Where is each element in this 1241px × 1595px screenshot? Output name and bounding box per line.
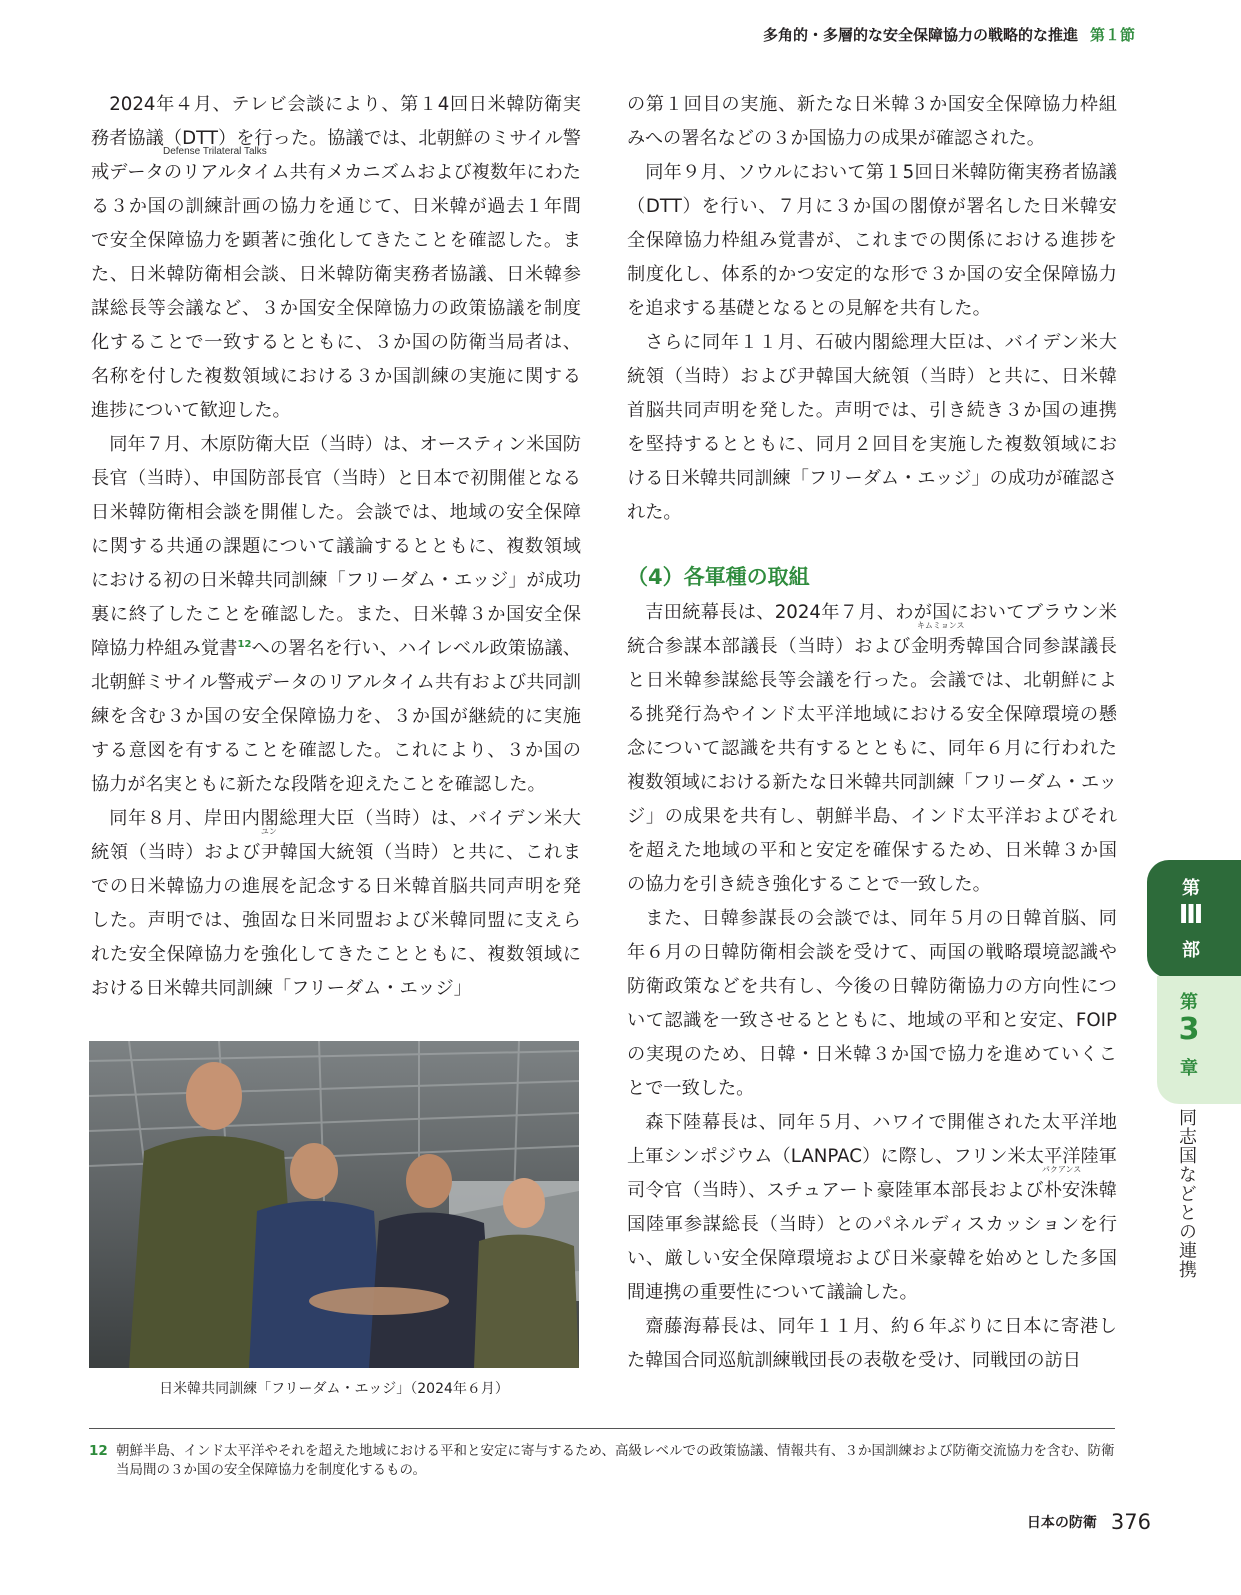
left-paragraph-1: 2024年４月、テレビ会談により、第１4回日米韓防衛実務者協議（DTT）を行った。協議では、北朝鮮のミサイル警戒データのリアルタイム共有メカニズムおよび複数年にわたる３か国の訓練計画の協力を通じて、日米韓が過去１年間で安全保障協力を顕著に強化してきたことを確認した。また、日米韓防衛相会談、日米韓防衛実務者協議、日米韓参謀総長等会議など、３か国安全保障協力の政策協議を制度化することで一致するとともに、３か国の防衛当局者は、名称を付した複数領域における３か国訓練の実施に関する進捗について歓迎した。 xyxy=(91,94,581,421)
footnote-text: 朝鮮半島、インド太平洋やそれを超えた地域における平和と安定に寄与するため、高級レベルでの政策協議、情報共有、３か国訓練および防衛交流協力を含む、防衛当局間の３か国の安全保障協力を制度化するもの。 xyxy=(116,1443,1115,1478)
right-paragraph-6-text-b: 韓国陸軍参謀総長（当時）とのパネルディスカッションを行い、厳しい安全保障環境および日米豪韓を始めとした多国間連携の重要性について議論した。 xyxy=(627,1180,1117,1303)
ruby-yoon-base: 尹 xyxy=(260,842,280,863)
right-paragraph-5: また、日韓参謀長の会談では、同年５月の日韓首脳、同年６月の日韓防衛相会談を受けて、両国の戦略環境認識や防衛政策などを共有し、今後の日韓防衛協力の方向性について認識を一致させるとともに、地域の平和と安定、FOIPの実現のため、日韓・日米韓３か国で協力を進めていくことで一致した。 xyxy=(627,908,1117,1099)
section-heading: （4）各軍種の取組 xyxy=(627,565,810,589)
left-paragraph-3-text-a: 同年８月、岸田内閣総理大臣（当時）は、バイデン米大統領（当時）および xyxy=(91,808,581,863)
chapter-title-vertical: 同志国などとの連携 xyxy=(1176,1108,1197,1279)
right-paragraph-4-text-b: 韓国合同参謀議長と日米韓参謀総長等会議を行った。会議では、北朝鮮による挑発行為やインド太平洋地域における安全保障環境の懸念について認識を共有するとともに、同年６月に行われた複数領域における新たな日米韓共同訓練「フリーダム・エッジ」の成果を共有し、朝鮮半島、インド太平洋およびそれを超えた地域の平和と安定を確保するため、日米韓３か国の協力を引き続き強化することで一致した。 xyxy=(627,636,1117,895)
ruby-kim-reading: キムミョンス xyxy=(916,621,965,630)
page-number: 376 xyxy=(1110,1510,1151,1534)
right-column xyxy=(627,88,1117,1378)
left-paragraph-3 xyxy=(91,802,581,1006)
right-paragraph-6 xyxy=(627,1106,1117,1310)
right-paragraph-7: 齋藤海幕長は、同年１１月、約６年ぶりに日本に寄港した韓国合同巡航訓練戦団長の表敬を受け、同戦団の訪日 xyxy=(627,1316,1117,1371)
right-paragraph-2: 同年９月、ソウルにおいて第１5回日米韓防衛実務者協議（DTT）を行い、７月に３か国の閣僚が署名した日米韓安全保障協力枠組み覚書が、これまでの関係における進捗を制度化し、体系的かつ安定的な形で３か国の安全保障協力を追求する基礎となるとの見解を共有した。 xyxy=(627,162,1117,319)
right-paragraph-4 xyxy=(627,596,1117,902)
book-title: 日本の防衛 xyxy=(1026,1515,1097,1531)
chapter-tab-suffix: 章 xyxy=(1180,1058,1198,1079)
footnote-ref-12[interactable]: 12 xyxy=(237,638,252,650)
ruby-park-reading: パクアンス xyxy=(1041,1165,1082,1174)
chapter-tab-prefix: 第 xyxy=(1180,992,1198,1013)
part-tab[interactable] xyxy=(1147,860,1241,978)
right-paragraph-1: の第１回目の実施、新たな日米韓３か国安全保障協力枠組みへの署名などの３か国協力の成果が確認された。 xyxy=(627,94,1117,149)
dtt-annotation: Defense Trilateral Talks xyxy=(163,146,267,157)
part-tab-prefix: 第 xyxy=(1182,878,1200,899)
photo-illustration xyxy=(89,1041,579,1368)
footnote-divider xyxy=(89,1428,1115,1429)
left-paragraph-3-text-b: 韓国大統領（当時）と共に、これまでの日米韓協力の進展を記念する日米韓首脳共同声明を発した。声明では、強固な日米同盟および米韓同盟に支えられた安全保障協力を強化してきたことともに、複数領域における日米韓共同訓練「フリーダム・エッジ」 xyxy=(91,842,581,999)
photo-caption: 日米韓共同訓練「フリーダム・エッジ」（2024年６月） xyxy=(159,1381,509,1397)
right-paragraph-6-text-a: 森下陸幕長は、同年５月、ハワイで開催された太平洋地上軍シンポジウム（LANPAC）に際し、フリン米太平洋陸軍司令官（当時）、スチュアート豪陸軍本部長および xyxy=(627,1112,1117,1201)
chapter-tab[interactable] xyxy=(1157,976,1241,1104)
ruby-park-base: 朴安洙 xyxy=(1043,1180,1099,1201)
left-paragraph-2 xyxy=(91,428,581,802)
ruby-kim xyxy=(910,621,966,664)
ruby-park xyxy=(1041,1165,1099,1208)
left-paragraph-2-text-b: への署名を行い、ハイレベル政策協議、北朝鮮ミサイル警戒データのリアルタイム共有および共同訓練を含む３か国の安全保障協力を、３か国が継続的に実施する意図を有することを確認した。これにより、３か国の協力が名実ともに新たな段階を迎えたことを確認した。 xyxy=(91,638,581,795)
left-column xyxy=(91,88,581,1006)
right-paragraph-3: さらに同年１１月、石破内閣総理大臣は、バイデン米大統領（当時）および尹韓国大統領（当時）と共に、日米韓首脳共同声明を発した。声明では、引き続き３か国の連携を堅持するとともに、同月２回目を実施した複数領域における日米韓共同訓練「フリーダム・エッジ」の成功が確認された。 xyxy=(627,332,1117,523)
chapter-tab-number: 3 xyxy=(1178,1012,1200,1047)
part-tab-suffix: 部 xyxy=(1182,940,1200,961)
running-header xyxy=(763,24,1135,45)
footnote-12 xyxy=(89,1442,1115,1480)
left-paragraph-2-text-a: 同年７月、木原防衛大臣（当時）は、オースティン米国防長官（当時）、申国防部長官（当時）と日本で初開催となる日米韓防衛相会談を開催した。会談では、地域の安全保障に関する共通の課題について議論するとともに、複数領域における初の日米韓共同訓練「フリーダム・エッジ」が成功裏に終了したことを確認した。また、日米韓３か国安全保障協力枠組み覚書 xyxy=(91,434,581,659)
footnote-number: 12 xyxy=(89,1443,108,1459)
ruby-kim-base: 金明秀 xyxy=(910,636,966,657)
header-title: 多角的・多層的な安全保障協力の戦略的な推進 xyxy=(762,26,1078,44)
ruby-yoon-reading: ユン xyxy=(260,827,277,836)
part-tab-number: Ⅲ xyxy=(1178,900,1204,930)
ruby-yoon xyxy=(260,827,280,870)
header-section: 第１節 xyxy=(1089,26,1135,44)
photo-freedom-edge xyxy=(89,1041,579,1368)
right-paragraph-4-text-a: 吉田統幕長は、2024年７月、わが国においてブラウン米統合参謀本部議長（当時）および xyxy=(627,602,1117,657)
page-footer xyxy=(1027,1510,1151,1534)
